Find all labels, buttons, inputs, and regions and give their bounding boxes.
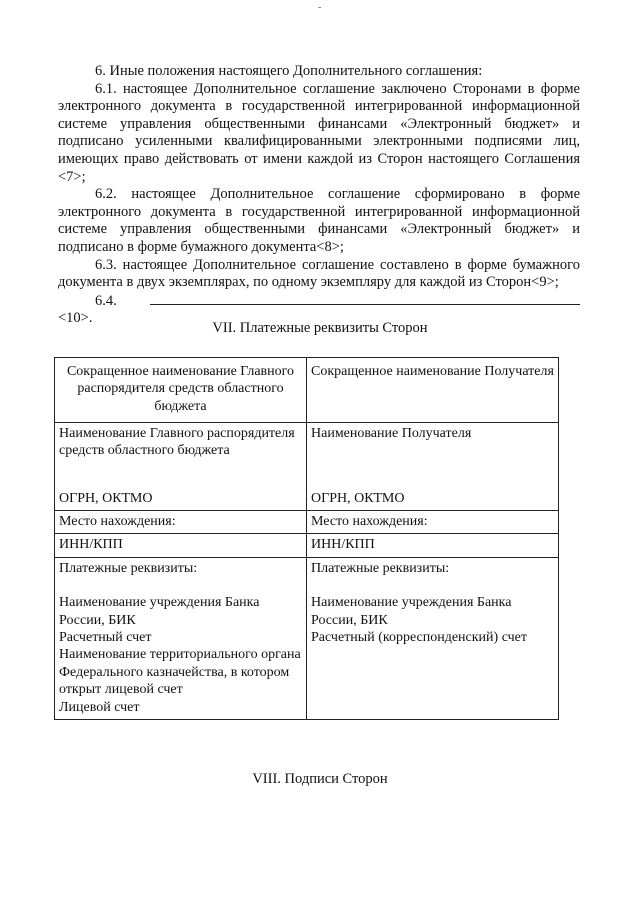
right-name-cell [307,423,559,511]
left-ogrn-label: ОГРН, ОКТМО [59,490,153,506]
left-name-label: Наименование Главного распорядителя средств областного бюджета [59,426,295,459]
right-payment-line: Наименование учреждения Банка России, БИК [311,595,512,628]
section-6 [58,63,580,328]
left-payment-line: Наименование учреждения Банка России, БИК [59,595,260,628]
left-payment-cell [55,557,307,719]
table-row [55,358,559,423]
clause-6-4-blank-line [150,292,580,305]
left-payment-line: Лицевой счет [59,699,140,715]
right-payment-line: Расчетный (корреспонденский) счет [311,630,528,646]
left-location-cell: Место нахождения: [55,511,307,534]
clause-6-4-number: 6.4. [95,292,117,309]
right-ogrn-label: ОГРН, ОКТМО [311,490,405,506]
table-row [55,423,559,511]
header-left-cell: Сокращенное наименование Главного распорядителя средств областного бюджета [55,358,307,423]
page-mark: - [318,2,322,13]
clause-6-4-footnote: <10>. [58,310,93,327]
right-payment-label: Платежные реквизиты: [311,560,450,576]
section-6-heading: 6. Иные положения настоящего Дополнительного соглашения: [95,63,483,79]
right-payment-cell [307,557,559,719]
left-payment-line: Наименование территориального органа Федерального казначейства, в котором открыт лицевой счет [59,647,301,698]
section-8-heading: VIII. Подписи Сторон [252,771,388,787]
right-name-label: Наименование Получателя [311,426,472,441]
header-right-cell: Сокращенное наименование Получателя [307,358,559,423]
clause-6-2: 6.2. настоящее Дополнительное соглашение сформировано в форме электронного документа в государственной интегрированной информационной системе управления общественными финансами «Электронный бюджет» и подписано в форме бумажного документа<8>; [58,186,580,255]
table-row [55,534,559,557]
table-row [55,557,559,719]
right-location-cell: Место нахождения: [307,511,559,534]
clause-6-1: 6.1. настоящее Дополнительное соглашение заключено Сторонами в форме электронного документа в государственной интегрированной информационной системе управления общественными финансами «Электронный бюджет» и подписано усиленными квалифицированными электронными подписями лиц, имеющих право действовать от имени каждой из Сторон настоящего Соглашения <7>; [58,80,580,185]
section-7-heading: VII. Платежные реквизиты Сторон [212,320,428,336]
table-row [55,511,559,534]
right-inn-cell: ИНН/КПП [307,534,559,557]
payment-details-table [54,357,559,720]
left-payment-line: Расчетный счет [59,630,152,646]
clause-6-3: 6.3. настоящее Дополнительное соглашение составлено в форме бумажного документа в двух экземплярах, по одному экземпляру для каждой из Сторон<9>; [58,256,580,291]
left-payment-label: Платежные реквизиты: [59,560,198,576]
left-name-cell [55,423,307,511]
left-inn-cell: ИНН/КПП [55,534,307,557]
